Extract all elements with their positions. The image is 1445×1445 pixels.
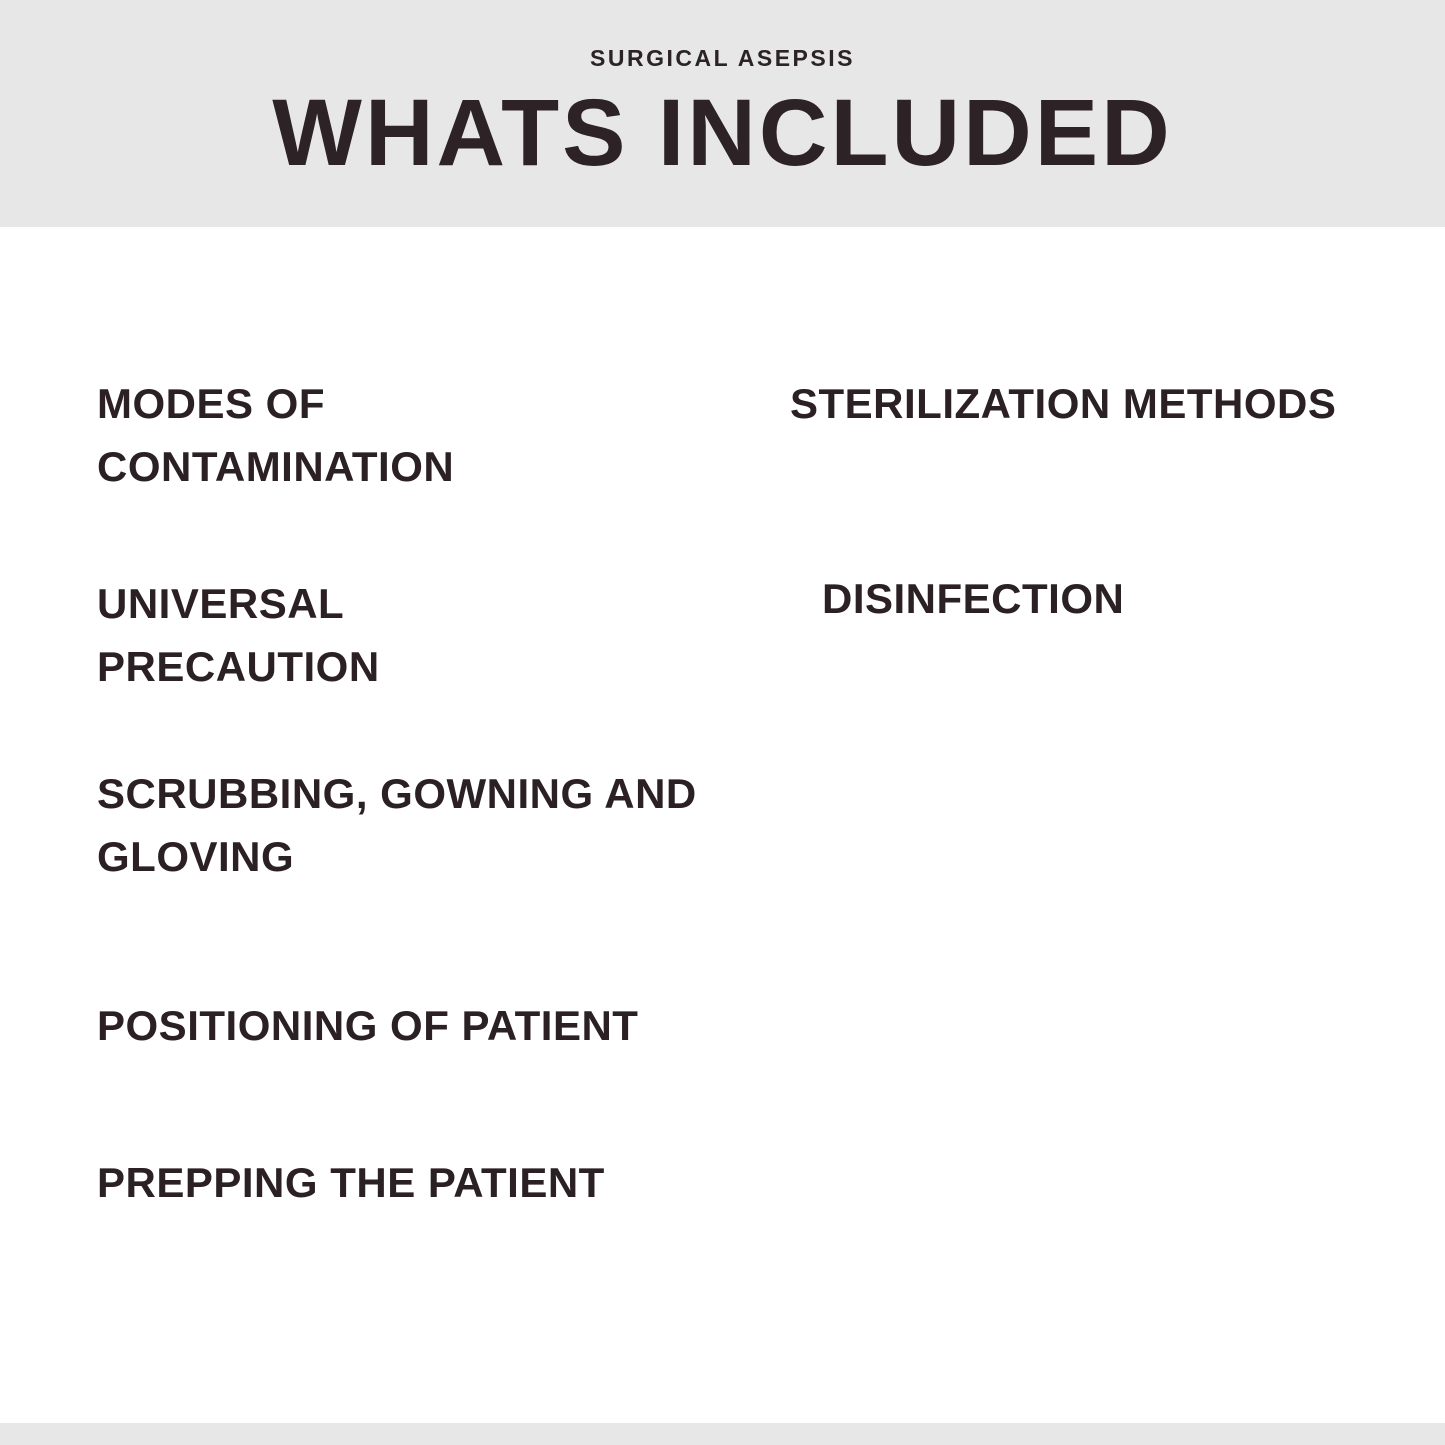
topic-sterilization-methods — [790, 372, 1336, 435]
topic-prepping-the-patient — [97, 1151, 605, 1214]
footer-band — [0, 1423, 1445, 1445]
topic-line: MODES OF — [97, 380, 326, 427]
page-title: WHATS INCLUDED — [272, 80, 1173, 186]
topic-line: GLOVING — [97, 833, 295, 880]
topic-line: PREPPING THE PATIENT — [97, 1159, 605, 1206]
topic-line: PRECAUTION — [97, 643, 380, 690]
topic-modes-of-contamination — [97, 372, 454, 498]
topic-line: DISINFECTION — [822, 575, 1125, 622]
topic-line: POSITIONING OF PATIENT — [97, 1002, 639, 1049]
topic-scrubbing-gowning-gloving — [97, 762, 697, 888]
topic-line: SCRUBBING, GOWNING AND — [97, 770, 697, 817]
topic-positioning-of-patient — [97, 994, 638, 1057]
topic-line: CONTAMINATION — [97, 443, 455, 490]
topic-disinfection — [822, 567, 1124, 630]
topic-line: STERILIZATION METHODS — [790, 380, 1337, 427]
header-band — [0, 0, 1445, 227]
topic-line: UNIVERSAL — [97, 580, 345, 627]
topic-universal-precaution — [97, 572, 380, 698]
eyebrow-label: SURGICAL ASEPSIS — [590, 45, 855, 71]
